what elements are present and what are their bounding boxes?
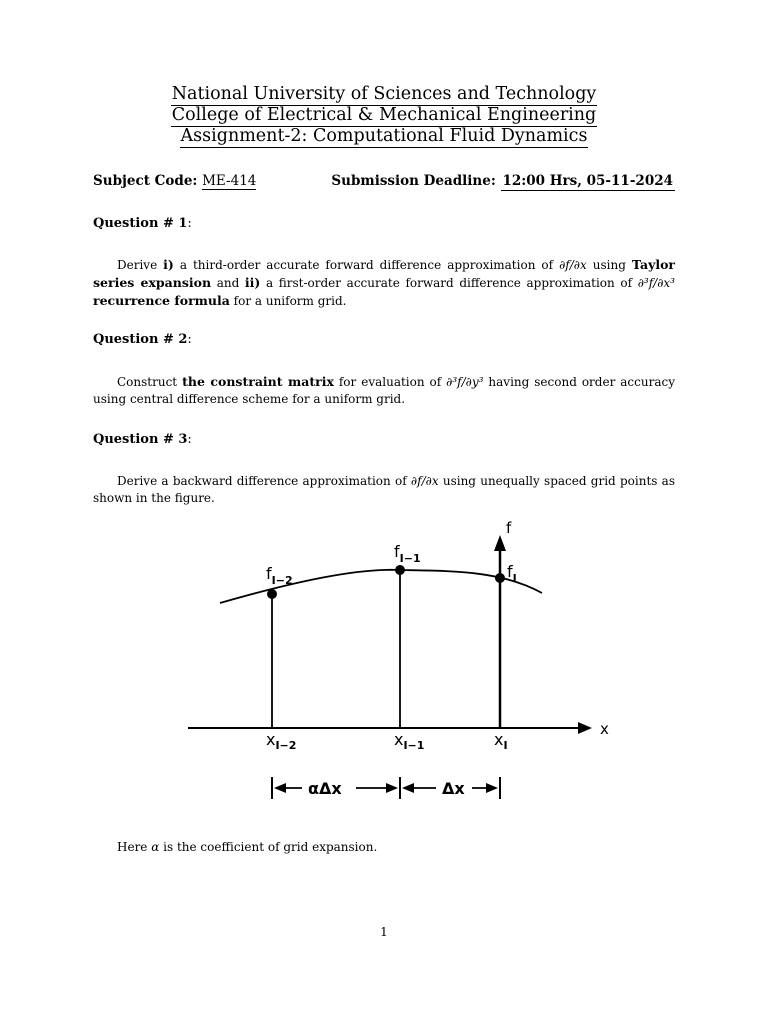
arrow-left-icon [402,783,414,793]
grid-point-i-minus-1 [395,565,405,575]
x-axis-arrow-icon [578,722,592,734]
y-axis-arrow-icon [494,535,506,551]
question-2-heading: Question # 2: [93,332,192,347]
figure-note: Here α is the coefficient of grid expansion. [117,840,378,854]
math-expression: ∂³f/∂x³ [637,276,675,290]
arrow-right-icon [386,783,398,793]
submission-deadline [331,173,675,189]
subject-code-label: Subject Code: [93,173,198,189]
x-axis-label: x [600,720,609,738]
dim-label-alpha-dx: αΔx [308,779,342,798]
question-2-text: Construct the constraint matrix for evaluation of ∂³f/∂y³ having second order accuracy using central difference scheme for a uniform grid. [93,374,675,406]
assignment-title: Assignment-2: Computational Fluid Dynamics [180,126,588,146]
arrow-left-icon [274,783,286,793]
title-block [0,84,768,147]
dimension-markers [272,777,500,799]
arrow-right-icon [486,783,498,793]
math-expression: ∂f/∂x [559,258,587,272]
college-title: College of Electrical & Mechanical Engineering [171,105,597,125]
math-expression: ∂³f/∂y³ [446,375,484,389]
x-label-i-minus-1: $x_{I-1}$ [394,730,425,752]
question-1-heading: Question # 1: [93,216,192,231]
grid-point-i [495,573,505,583]
dim-label-dx: Δx [442,779,465,798]
deadline-label: Submission Deadline: [331,173,496,189]
y-axis-label: f [506,519,512,537]
question-1-text: Derive i) a third-order accurate forward difference approximation of ∂f/∂x using Taylor series expansion and ii) a first-order accurate forward difference approximation of ∂³f/∂x³ recurrence formula for a uniform grid. [93,257,676,308]
subject-code-value: ME-414 [202,173,257,189]
point-label-i-minus-1: $f_{I-1}$ [394,542,421,565]
point-label-i-minus-2: $f_{I-2}$ [266,564,293,587]
question-3-heading: Question # 3: [93,432,192,447]
grid-points-figure [180,515,620,805]
deadline-value: 12:00 Hrs, 05-11-2024 [502,173,673,189]
question-3-text: Derive a backward difference approximation of ∂f/∂x using unequally spaced grid points as shown in the figure. [93,474,675,505]
page-number: 1 [380,925,388,939]
university-title: National University of Sciences and Technology [171,84,597,104]
x-label-i-minus-2: $x_{I-2}$ [266,730,297,752]
subject-code [93,173,256,189]
math-expression: ∂f/∂x [410,474,439,488]
x-label-i: $x_I$ [494,730,508,752]
point-label-i: $f_I$ [507,562,517,585]
grid-point-i-minus-2 [267,589,277,599]
